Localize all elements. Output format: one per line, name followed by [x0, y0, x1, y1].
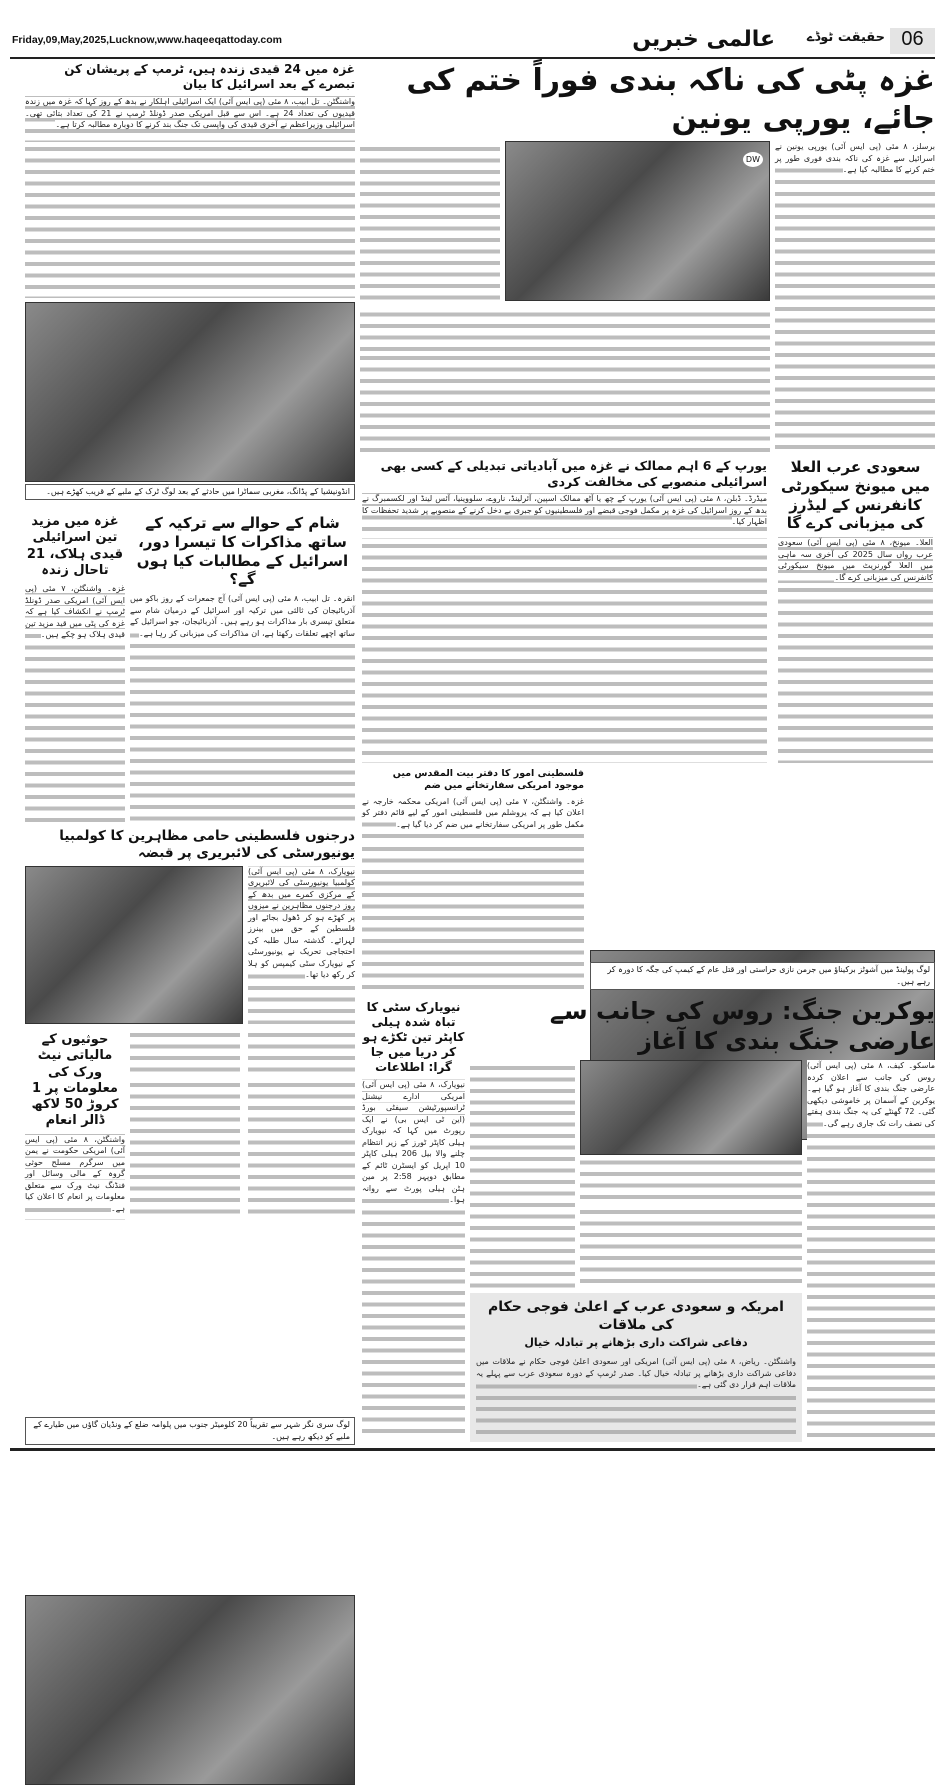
- main-headline: غزہ پٹی کی ناکہ بندی فوراً ختم کی جائے، یورپی یونین: [406, 63, 935, 136]
- plane-wreck-photo: [25, 1595, 355, 1785]
- photo-caption: لوگ سری نگر شہر سے تقریباً 20 کلومیٹر جنوب میں پلوامہ ضلع کے ونڈیان گاؤں میں طیارے کے ملبے کو دیکھ رہے ہیں۔: [25, 1417, 355, 1445]
- story: [25, 828, 355, 1024]
- story-headline: غزہ میں مزید تین اسرائیلی قیدی ہلاک، 21 تاحال زندہ: [26, 514, 124, 578]
- us-saudi-box: [470, 1293, 802, 1442]
- story-body: انقرہ۔ تل ابیب، ۸ مئی (پی ایس آئی) آج جمعرات کے روز باکو میں آذربائیجان کی ثالثی میں ترکیہ اور اسرائیل کے درمیان شام سے متعلق تیسری بار مذاکرات ہو رہے ہیں۔ آذربائیجان، جو اسرائیل کے ساتھ اچھے تعلقات رکھتا ہے، ان مذاکرات کی میزبانی کر رہا ہے۔: [130, 593, 355, 822]
- dateline: Friday,09,May,2025,Lucknow,www.haqeeqattoday.com: [12, 34, 282, 46]
- story-body: [248, 1032, 355, 1220]
- page-number: 06: [890, 28, 935, 54]
- gaza-rubble-photo: [505, 141, 770, 301]
- story: [25, 1032, 125, 1220]
- story-body: [360, 305, 770, 452]
- story: [362, 1000, 465, 1440]
- ukraine-soldiers-photo: [580, 1060, 802, 1155]
- story-headline: حوثیوں کے مالیاتی نیٹ ورک کی معلومات پر 1 کروڑ 50 لاکھ ڈالر انعام: [31, 1032, 119, 1129]
- story: [362, 768, 584, 993]
- story: [470, 996, 935, 1442]
- masthead-logo: حقیقت ٹوڈے: [806, 30, 885, 45]
- story-body: میڈرڈ۔ ڈبلن، ۸ مئی (پی ایس آئی) یورپ کے چھ یا آٹھ ممالک اسپین، آئرلینڈ، ناروے، سلووینیا، آئس لینڈ اور لکسمبرگ نے بدھ کے روز اسرائیل کی غزہ پر مکمل فوجی قبضے اور فلسطینیوں کو جبری بے دخل کرنے کے منصوبے پر شدید تحفظات کا اظہار کیا۔: [362, 493, 767, 763]
- section-title: عالمی خبریں: [632, 27, 775, 52]
- story-headline: شام کے حوالے سے ترکیہ کے ساتھ مذاکرات کا تیسرا دور، اسرائیل کے مطالبات کیا ہوں گے؟: [136, 514, 349, 589]
- story-body: ماسکو۔ کیف، ۸ مئی (پی ایس آئی) روس کی جانب سے اعلان کردہ عارضی جنگ بندی کا آغاز ہو گیا ہے۔ یوکرین کے آسمان پر خاموشی دیکھی گئی۔ 72 گھنٹے کی یہ جنگ بندی ہفتے کی نصف رات تک جاری رہے گی۔: [807, 1060, 935, 1442]
- story-headline: امریکہ و سعودی عرب کے اعلیٰ فوجی حکام کی ملاقات: [488, 1299, 784, 1333]
- story-body: واشنگٹن، ۸ مئی (پی ایس آئی) امریکی حکومت نے یمن میں سرگرم مسلح حوثی گروہ کے مالی وسائل اور فنڈنگ نیٹ ورک سے متعلق معلومات پر انعام کا اعلان کیا ہے۔: [25, 1134, 125, 1221]
- photo-watermark: DW: [743, 152, 763, 167]
- header-rule: [10, 57, 935, 59]
- story-headline: غزہ میں 24 قیدی زندہ ہیں، ٹرمپ کے پریشان کن تبصرے کے بعد اسرائیل کا بیان: [64, 62, 355, 91]
- story-body: واشنگٹن۔ ریاض، ۸ مئی (پی ایس آئی) امریکی اور سعودی اعلیٰ فوجی حکام نے ملاقات میں دفاعی شراکت داری بڑھانے پر تبادلہ خیال کیا۔ صدر ٹرمپ کے دورہ سعودی عرب سے پہلے یہ ملاقات اہم قرار دی گئی ہے۔: [476, 1356, 796, 1436]
- story: [362, 458, 767, 763]
- story-body: غزہ۔ واشنگٹن، ۷ مئی (پی ایس آئی) امریکی صدر ڈونلڈ ٹرمپ نے انکشاف کیا ہے کہ غزہ کی پٹی میں قید مزید تین قیدی ہلاک ہو چکے ہیں۔: [25, 583, 125, 822]
- story-body: نیویارک، ۸ مئی (پی ایس آئی) امریکی ادارے نیشنل ٹرانسپورٹیشن سیفٹی بورڈ (این ٹی ایس بی) نے ایک رپورٹ میں کہا کہ نیویارک ہیلی کاپٹر ٹورز کے زیر انتظام چلنے والا بیل 206 ہیلی کاپٹر 10 اپریل کو ایسٹرن ٹائم کے مطابق دوپہر 2:58 پر مین ہٹن ہیلی پورٹ سے روانہ ہوا۔: [362, 1079, 465, 1440]
- story-headline: سعودی عرب العلا میں میونخ سیکورٹی کانفرنس کے لیڈرز کی میزبانی کرے گا: [780, 458, 931, 533]
- story-headline: درجنوں فلسطینی حامی مظاہرین کا کولمبیا یونیورسٹی کی لائبریری پر قبضہ: [59, 828, 355, 861]
- story-headline: فلسطینی امور کا دفتر بیت المقدس میں موجود امریکی سفارتخانے میں ضم: [392, 768, 584, 791]
- story: [778, 458, 933, 763]
- story: [25, 62, 355, 298]
- footer-rule: [10, 1448, 935, 1451]
- columbia-protest-photo: [25, 866, 243, 1024]
- story-body: برسلز، ۸ مئی (پی ایس آئی) یورپی یونین نے اسرائیل سے غزہ کی ناکہ بندی فوری طور پر ختم کرنے کا مطالبہ کیا ہے۔: [775, 141, 935, 452]
- story-headline: نیویارک سٹی کا تباہ شدہ ہیلی کاپٹر تین ٹکڑے ہو کر دریا میں جا گرا: اطلاعات: [362, 1000, 465, 1074]
- story-subheadline: دفاعی شراکت داری بڑھانے پر تبادلہ خیال: [524, 1336, 748, 1350]
- story: [25, 514, 125, 822]
- photo-caption: لوگ پولینڈ میں آشوٹز برکیناؤ میں جرمن نازی حراستی اور قتل عام کے کیمپ کی جگہ کا دورہ کر رہے ہیں۔: [590, 962, 935, 990]
- story-body: العلا۔ میونخ، ۸ مئی (پی ایس آئی) سعودی عرب رواں سال 2025 کی آخری سہ ماہی میں العلا گورنریٹ میں میونخ سیکورٹی کانفرنس کی میزبانی کرے گا۔: [778, 537, 933, 763]
- story-body: [130, 1032, 240, 1220]
- story-body: واشنگٹن۔ تل ابیب، ۸ مئی (پی ایس آئی) ایک اسرائیلی اہلکار نے بدھ کے روز کہا کہ غزہ میں زندہ قیدیوں کی تعداد 24 ہے۔ اس سے قبل امریکی صدر ڈونلڈ ٹرمپ نے 21 کی تعداد بتائی تھی۔ اسرائیلی وزیراعظم نے آخری قیدی کی واپسی تک جنگ بند کرنے کا دوبارہ مطالبہ کرتا ہے۔: [25, 96, 355, 298]
- story-body: [580, 1159, 802, 1289]
- story: [130, 514, 355, 822]
- main-story: [360, 62, 935, 452]
- story-headline: یورپ کے 6 اہم ممالک نے غزہ میں آبادیاتی تبدیلی کے کسی بھی اسرائیلی منصوبے کی مخالفت کردی: [380, 458, 767, 489]
- story-body: [470, 1060, 575, 1289]
- story-body: نیویارک، ۸ مئی (پی ایس آئی) کولمبیا یونیورسٹی کی لائبریری کے مرکزی کمرے میں بدھ کے روز درجنوں مظاہرین نے میزوں پر کھڑے ہو کر ڈھول بجائے اور فلسطین کے حق میں بینرز لہرائے۔ گذشتہ سال طلبہ کی احتجاجی تحریک نے یونیورسٹی کے نیویارک سٹی کیمپس کو ہلا کر رکھ دیا تھا۔: [248, 866, 355, 1024]
- photo-caption: انڈونیشیا کے پڈانگ، مغربی سماٹرا میں حادثے کے بعد لوگ ٹرک کے ملبے کے قریب کھڑے ہیں۔: [25, 484, 355, 500]
- story-headline: یوکرین جنگ: روس کی جانب سے عارضی جنگ بندی کا آغاز: [549, 997, 935, 1055]
- story-body: [360, 141, 500, 301]
- truck-wreck-photo: [25, 302, 355, 482]
- story-body: غزہ۔ واشنگٹن، ۷ مئی (پی ایس آئی) امریکی محکمہ خارجہ نے اعلان کیا ہے کہ یروشلم میں فلسطینی امور کے لیے قائم دفتر کو مکمل طور پر امریکی سفارتخانے میں ضم کر دیا گیا ہے۔: [362, 796, 584, 993]
